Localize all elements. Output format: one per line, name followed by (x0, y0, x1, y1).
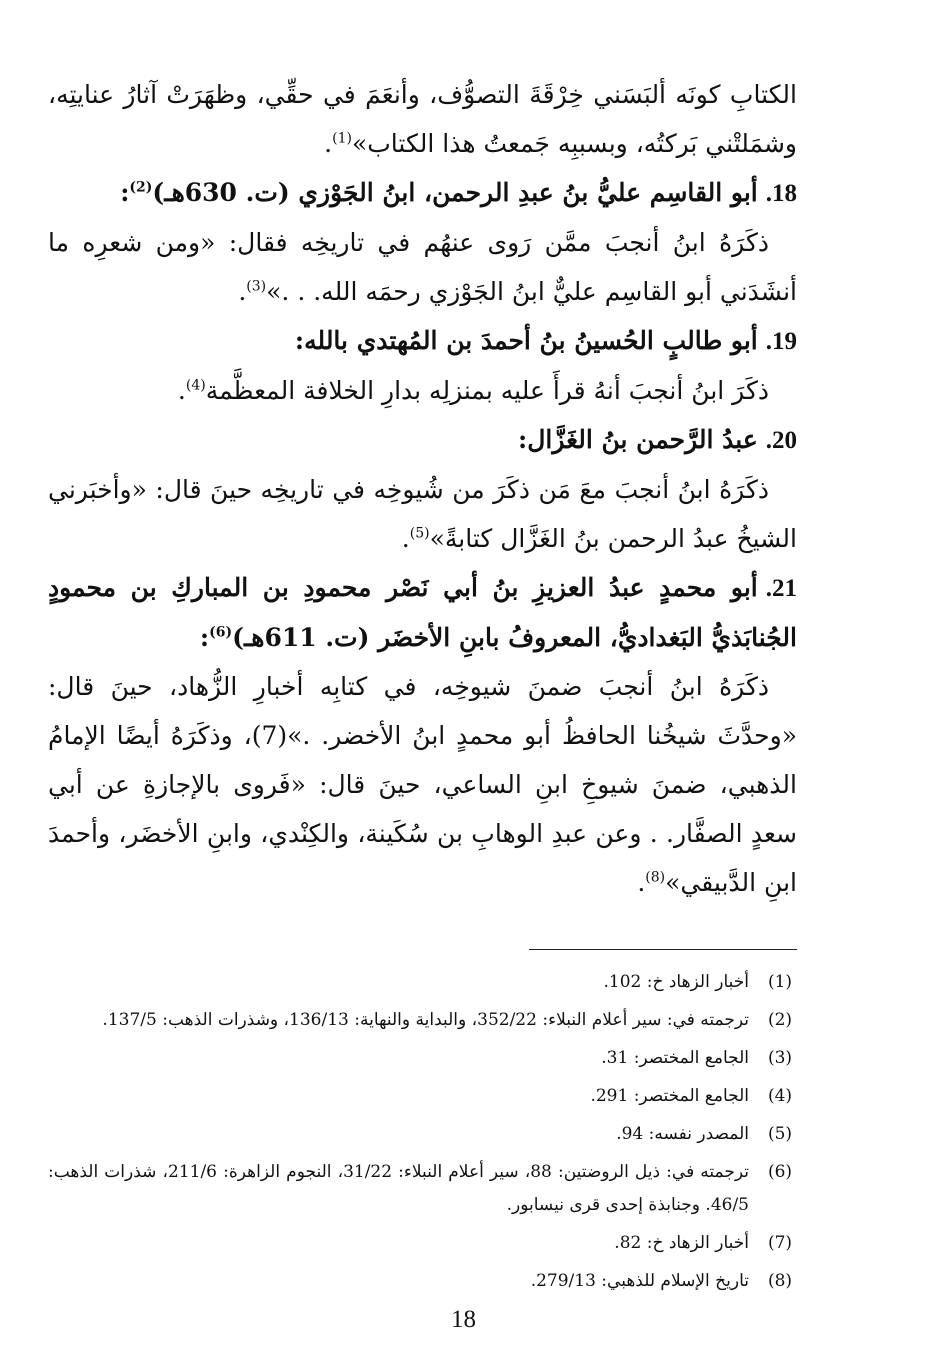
footnote-number: (3) (767, 1048, 793, 1068)
footnote-number: (5) (767, 1124, 793, 1144)
footnote-divider (529, 949, 797, 950)
footnote-number: (6) (767, 1162, 793, 1182)
footnote-text: تاريخ الإسلام للذهبي: 279/13. (530, 1271, 749, 1291)
entry-text: الكتابِ كونَه ألبَسَني خِرْقَةَ التصوُّف، وأنعَمَ في حقِّي، وظهَرَتْ آثارُ عنايتِه، وشمَلتْني بَركتُه، وبسببِه جَمعتُ هذا الكتاب» (48, 80, 797, 158)
footnote (48, 1118, 797, 1151)
footnote-text: المصدر نفسه: 94. (616, 1124, 749, 1144)
entry-number: 19. (765, 328, 797, 355)
footnote-text: أخبار الزهاد خ: 82. (614, 1233, 749, 1253)
footnote-ref: (1) (332, 130, 352, 147)
footnote (48, 1080, 797, 1113)
page-number: 18 (451, 1306, 476, 1333)
entry-text: أبو محمدٍ عبدُ العزيزِ بنُ أبي نَصْر محمودِ بن المباركِ بن محمودٍ الجُنابَذيُّ البَغداديُّ، المعروفُ بابنِ الأخضَر (ت. 611هـ) (48, 573, 797, 652)
entry-punctuation: . (637, 868, 646, 897)
entry-punctuation: . (324, 129, 333, 158)
footnote-ref: (2) (129, 179, 153, 196)
footnote-text: ترجمته في: ذيل الروضتين: 88، سير أعلام النبلاء: 31/22، النجوم الزاهرة: 211/6، شذرات الذهب: 46/5. وجنابذة إحدى قرى نيسابور. (48, 1162, 749, 1215)
entry-paragraph (48, 218, 797, 316)
footnotes (48, 966, 797, 1298)
footnote (48, 1042, 797, 1075)
footnote-text: الجامع المختصر: 31. (601, 1048, 749, 1068)
entry-heading (48, 415, 797, 465)
footnote-text: الجامع المختصر: 291. (590, 1086, 749, 1106)
footnote-number: (8) (767, 1271, 793, 1291)
footnote (48, 1004, 797, 1037)
entry-text: أبو القاسِم عليُّ بنُ عبدِ الرحمن، ابنُ الجَوْزي (ت. 630هـ) (152, 178, 758, 207)
entry-heading (48, 563, 797, 662)
footnote-number: (4) (767, 1086, 793, 1106)
footnote (48, 1265, 797, 1298)
entry-text: ذكَرَهُ ابنُ أنجبَ معَ مَن ذكَرَ من شُيوخِه في تاريخِه حينَ قال: «وأخبَرني الشيخُ عبدُ الرحمن بنُ الغَزَّال كتابةً» (48, 475, 797, 553)
entry-punctuation: : (120, 178, 130, 207)
footnote-ref: (5) (409, 525, 430, 542)
entry-heading (48, 168, 797, 218)
entry-text: ذكَرَ ابنُ أنجبَ أنهُ قرأَ عليه بمنزلِه بدارِ الخلافة المعظَّمة (205, 376, 769, 405)
entry-paragraph (48, 70, 797, 168)
entry-text: ذكَرَهُ ابنُ أنجبَ ضمنَ شيوخِه، في كتابِه أخبارِ الزُّهاد، حينَ قال: «وحدَّثَ شيخُنا الحافظُ أبو محمدٍ ابنُ الأخضر. .»(7)، وذكَرَهُ أيضًا الإمامُ الذهبي، ضمنَ شيوخِ ابنِ الساعي، حينَ قال: «فَروى بالإجازةِ عن أبي سعدٍ الصفَّار. . وعن عبدِ الوهابِ بن سُكَينة، والكِنْدي، وابنِ الأخضَر، وأحمدَ ابنِ الدَّبيقي» (48, 672, 797, 897)
footnote-text: ترجمته في: سير أعلام النبلاء: 352/22، والبداية والنهاية: 136/13، وشذرات الذهب: 137/5. (102, 1010, 749, 1030)
entry-heading (48, 316, 797, 366)
entry-punctuation: . (177, 376, 186, 405)
entry-paragraph (48, 465, 797, 563)
footnote (48, 1156, 797, 1222)
entry-number: 18. (765, 180, 797, 207)
footnote-number: (2) (767, 1010, 793, 1030)
entry-number: 21. (765, 575, 797, 602)
footnote-ref: (3) (246, 278, 267, 295)
footnote-ref: (6) (209, 624, 233, 641)
footnote-text: أخبار الزهاد خ: 102. (603, 972, 749, 992)
footnote-ref: (8) (645, 869, 666, 886)
main-text (48, 70, 797, 907)
footnote-number: (7) (767, 1233, 793, 1253)
entry-text: ذكَرَهُ ابنُ أنجبَ ممَّن رَوى عنهُم في تاريخِه فقال: «ومن شعرِه ما أنشَدَني أبو القاسِم عليٌّ ابنُ الجَوْزي رحمَه الله. . .» (48, 228, 797, 306)
footnote (48, 966, 797, 999)
entry-paragraph (48, 662, 797, 907)
entry-punctuation: : (199, 623, 210, 652)
entry-text: أبو طالبٍ الحُسينُ بنُ أحمدَ بن المُهتدي بالله: (294, 326, 758, 355)
entry-number: 20. (765, 427, 797, 454)
entry-punctuation: . (401, 524, 410, 553)
entry-paragraph (48, 366, 797, 415)
entry-text: عبدُ الرَّحمن بنُ الغَزَّال: (518, 425, 758, 454)
entry-punctuation: . (238, 277, 247, 306)
footnote-number: (1) (767, 972, 793, 992)
footnote-ref: (4) (185, 377, 206, 394)
footnote (48, 1227, 797, 1260)
